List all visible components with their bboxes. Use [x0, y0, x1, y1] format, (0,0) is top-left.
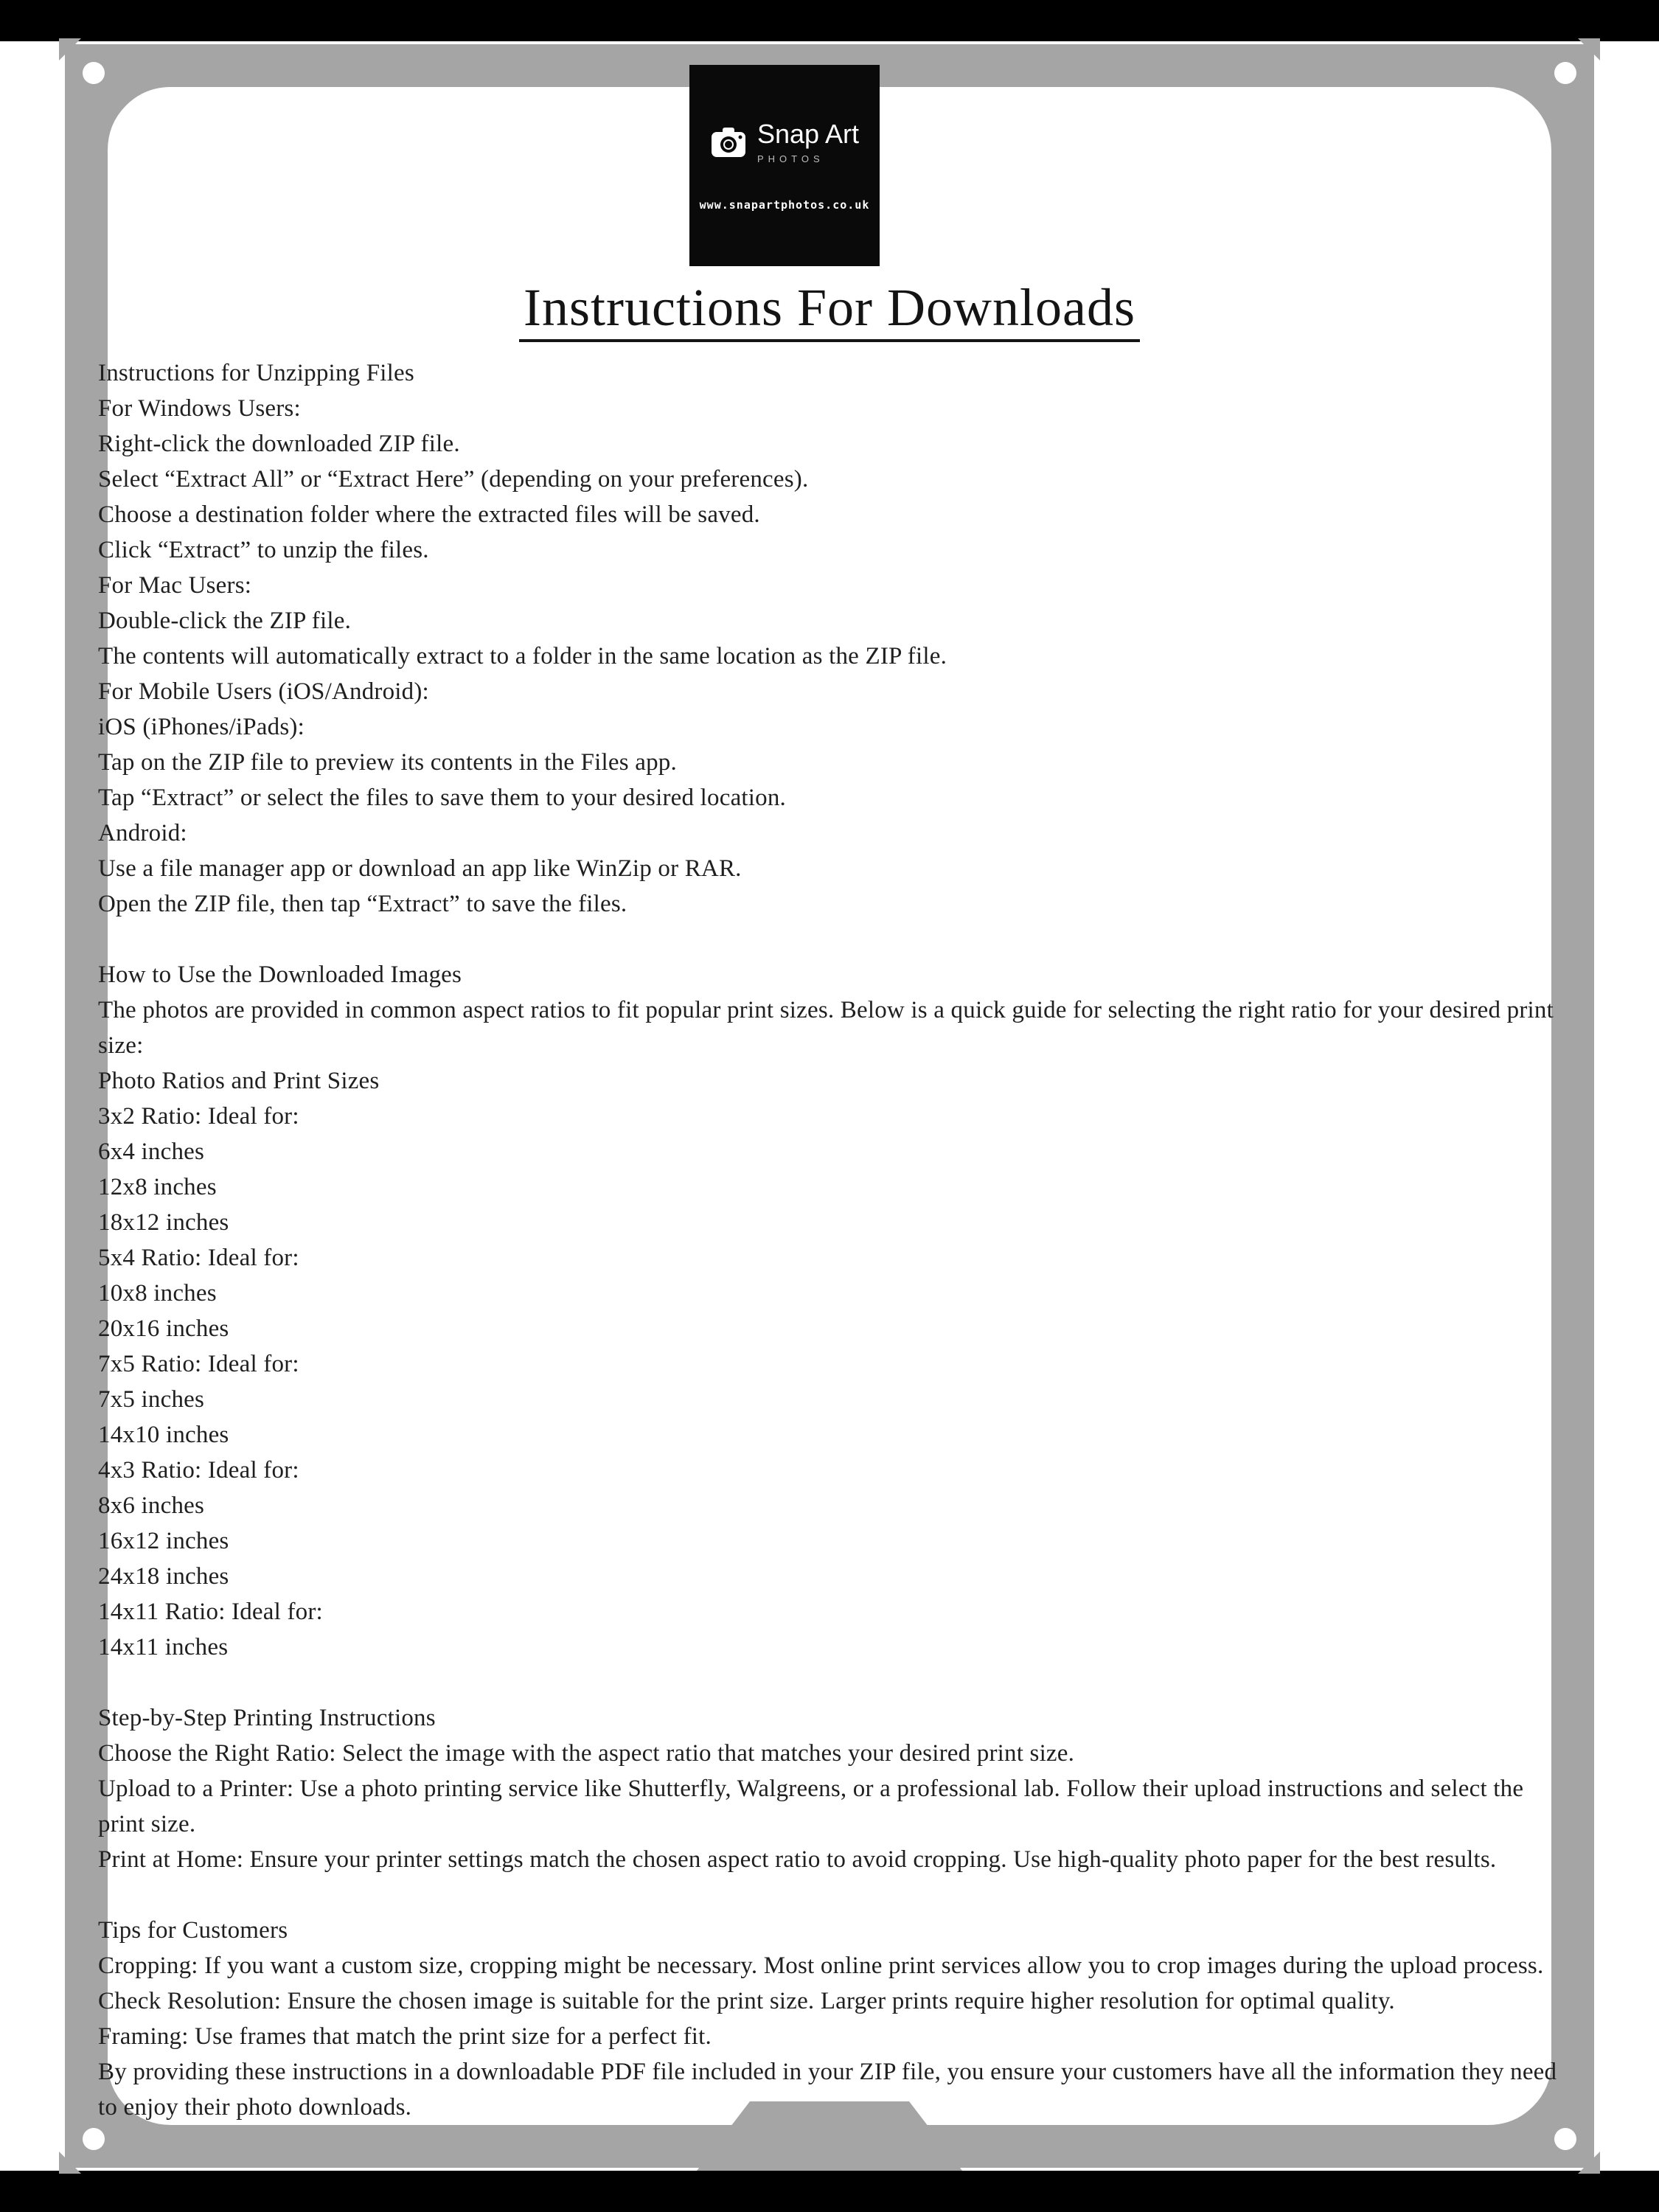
text-line: Check Resolution: Ensure the chosen image is suitable for the print size. Larger prints require higher resolution for optimal quality. — [98, 1987, 1395, 2014]
text-line: Cropping: If you want a custom size, cropping might be necessary. Most online print services allow you to crop images during the upload process. — [98, 1952, 1544, 1979]
text-line: Choose a destination folder where the extracted files will be saved. — [98, 501, 760, 528]
text-line: For Mobile Users (iOS/Android): — [98, 678, 429, 705]
text-line: Step-by-Step Printing Instructions — [98, 1704, 436, 1731]
text-line: Use a file manager app or download an app like WinZip or RAR. — [98, 855, 742, 882]
text-line: 18x12 inches — [98, 1208, 229, 1236]
document-content — [0, 280, 1659, 2125]
text-line: 14x11 Ratio: Ideal for: — [98, 1598, 323, 1625]
text-line: Right-click the downloaded ZIP file. — [98, 430, 460, 457]
text-line: 20x16 inches — [98, 1315, 229, 1342]
text-line: Tap on the ZIP file to preview its contents in the Files app. — [98, 748, 677, 776]
logo-text-block — [757, 119, 859, 164]
text-line: For Windows Users: — [98, 394, 301, 422]
text-line: Tap “Extract” or select the files to save them to your desired location. — [98, 784, 787, 811]
document-body — [98, 355, 1573, 2125]
text-line: 8x6 inches — [98, 1492, 205, 1519]
logo-name: Snap Art — [757, 119, 860, 150]
text-line: The contents will automatically extract to a folder in the same location as the ZIP file. — [98, 642, 947, 669]
text-line: For Mac Users: — [98, 571, 252, 599]
page-title: Instructions For Downloads — [519, 280, 1140, 342]
camera-icon — [710, 125, 748, 159]
text-line: 7x5 inches — [98, 1385, 205, 1413]
text-line: Framing: Use frames that match the print size for a perfect fit. — [98, 2023, 712, 2050]
text-line: Double-click the ZIP file. — [98, 607, 352, 634]
document-section — [98, 957, 1573, 1665]
top-edge-bar — [0, 0, 1659, 41]
text-line: Instructions for Unzipping Files — [98, 359, 414, 386]
text-line: 4x3 Ratio: Ideal for: — [98, 1456, 299, 1484]
corner-ornament-icon — [59, 38, 236, 215]
document-section — [98, 1913, 1573, 2125]
logo-row — [710, 119, 859, 164]
text-line: Upload to a Printer: Use a photo printing service like Shutterfly, Walgreens, or a professional lab. Follow their upload instructions and select the print size. — [98, 1775, 1524, 1837]
text-line: 5x4 Ratio: Ideal for: — [98, 1244, 299, 1271]
text-line: 24x18 inches — [98, 1562, 229, 1590]
document-section — [98, 1700, 1573, 1877]
text-line: Photo Ratios and Print Sizes — [98, 1067, 380, 1094]
text-line: 3x2 Ratio: Ideal for: — [98, 1102, 299, 1130]
text-line: Print at Home: Ensure your printer settings match the chosen aspect ratio to avoid cropping. Use high-quality photo paper for the best results. — [98, 1846, 1497, 1873]
text-line: 16x12 inches — [98, 1527, 229, 1554]
text-line: Select “Extract All” or “Extract Here” (depending on your preferences). — [98, 465, 809, 493]
text-line: Android: — [98, 819, 187, 846]
text-line: iOS (iPhones/iPads): — [98, 713, 305, 740]
page-title-wrap — [0, 280, 1659, 342]
text-line: How to Use the Downloaded Images — [98, 961, 462, 988]
text-line: 7x5 Ratio: Ideal for: — [98, 1350, 299, 1377]
text-line: Choose the Right Ratio: Select the image with the aspect ratio that matches your desired print size. — [98, 1739, 1075, 1767]
text-line: By providing these instructions in a downloadable PDF file included in your ZIP file, you ensure your customers have all the information they need to enjoy their photo downloads. — [98, 2058, 1557, 2121]
text-line: 12x8 inches — [98, 1173, 217, 1200]
text-line: 14x10 inches — [98, 1421, 229, 1448]
text-line: Click “Extract” to unzip the files. — [98, 536, 429, 563]
text-line: 6x4 inches — [98, 1138, 205, 1165]
text-line: 14x11 inches — [98, 1633, 229, 1660]
logo-box — [689, 65, 880, 266]
text-line: Open the ZIP file, then tap “Extract” to save the files. — [98, 890, 627, 917]
text-line: 10x8 inches — [98, 1279, 217, 1307]
corner-ornament-icon — [1423, 38, 1600, 215]
text-line: The photos are provided in common aspect ratios to fit popular print sizes. Below is a quick guide for selecting the right ratio for your desired print size: — [98, 996, 1554, 1059]
text-line: Tips for Customers — [98, 1916, 288, 1944]
logo-subtitle: PHOTOS — [757, 153, 824, 164]
document-section — [98, 355, 1573, 922]
bottom-edge-bar — [0, 2171, 1659, 2212]
logo-website: www.snapartphotos.co.uk — [699, 198, 870, 212]
